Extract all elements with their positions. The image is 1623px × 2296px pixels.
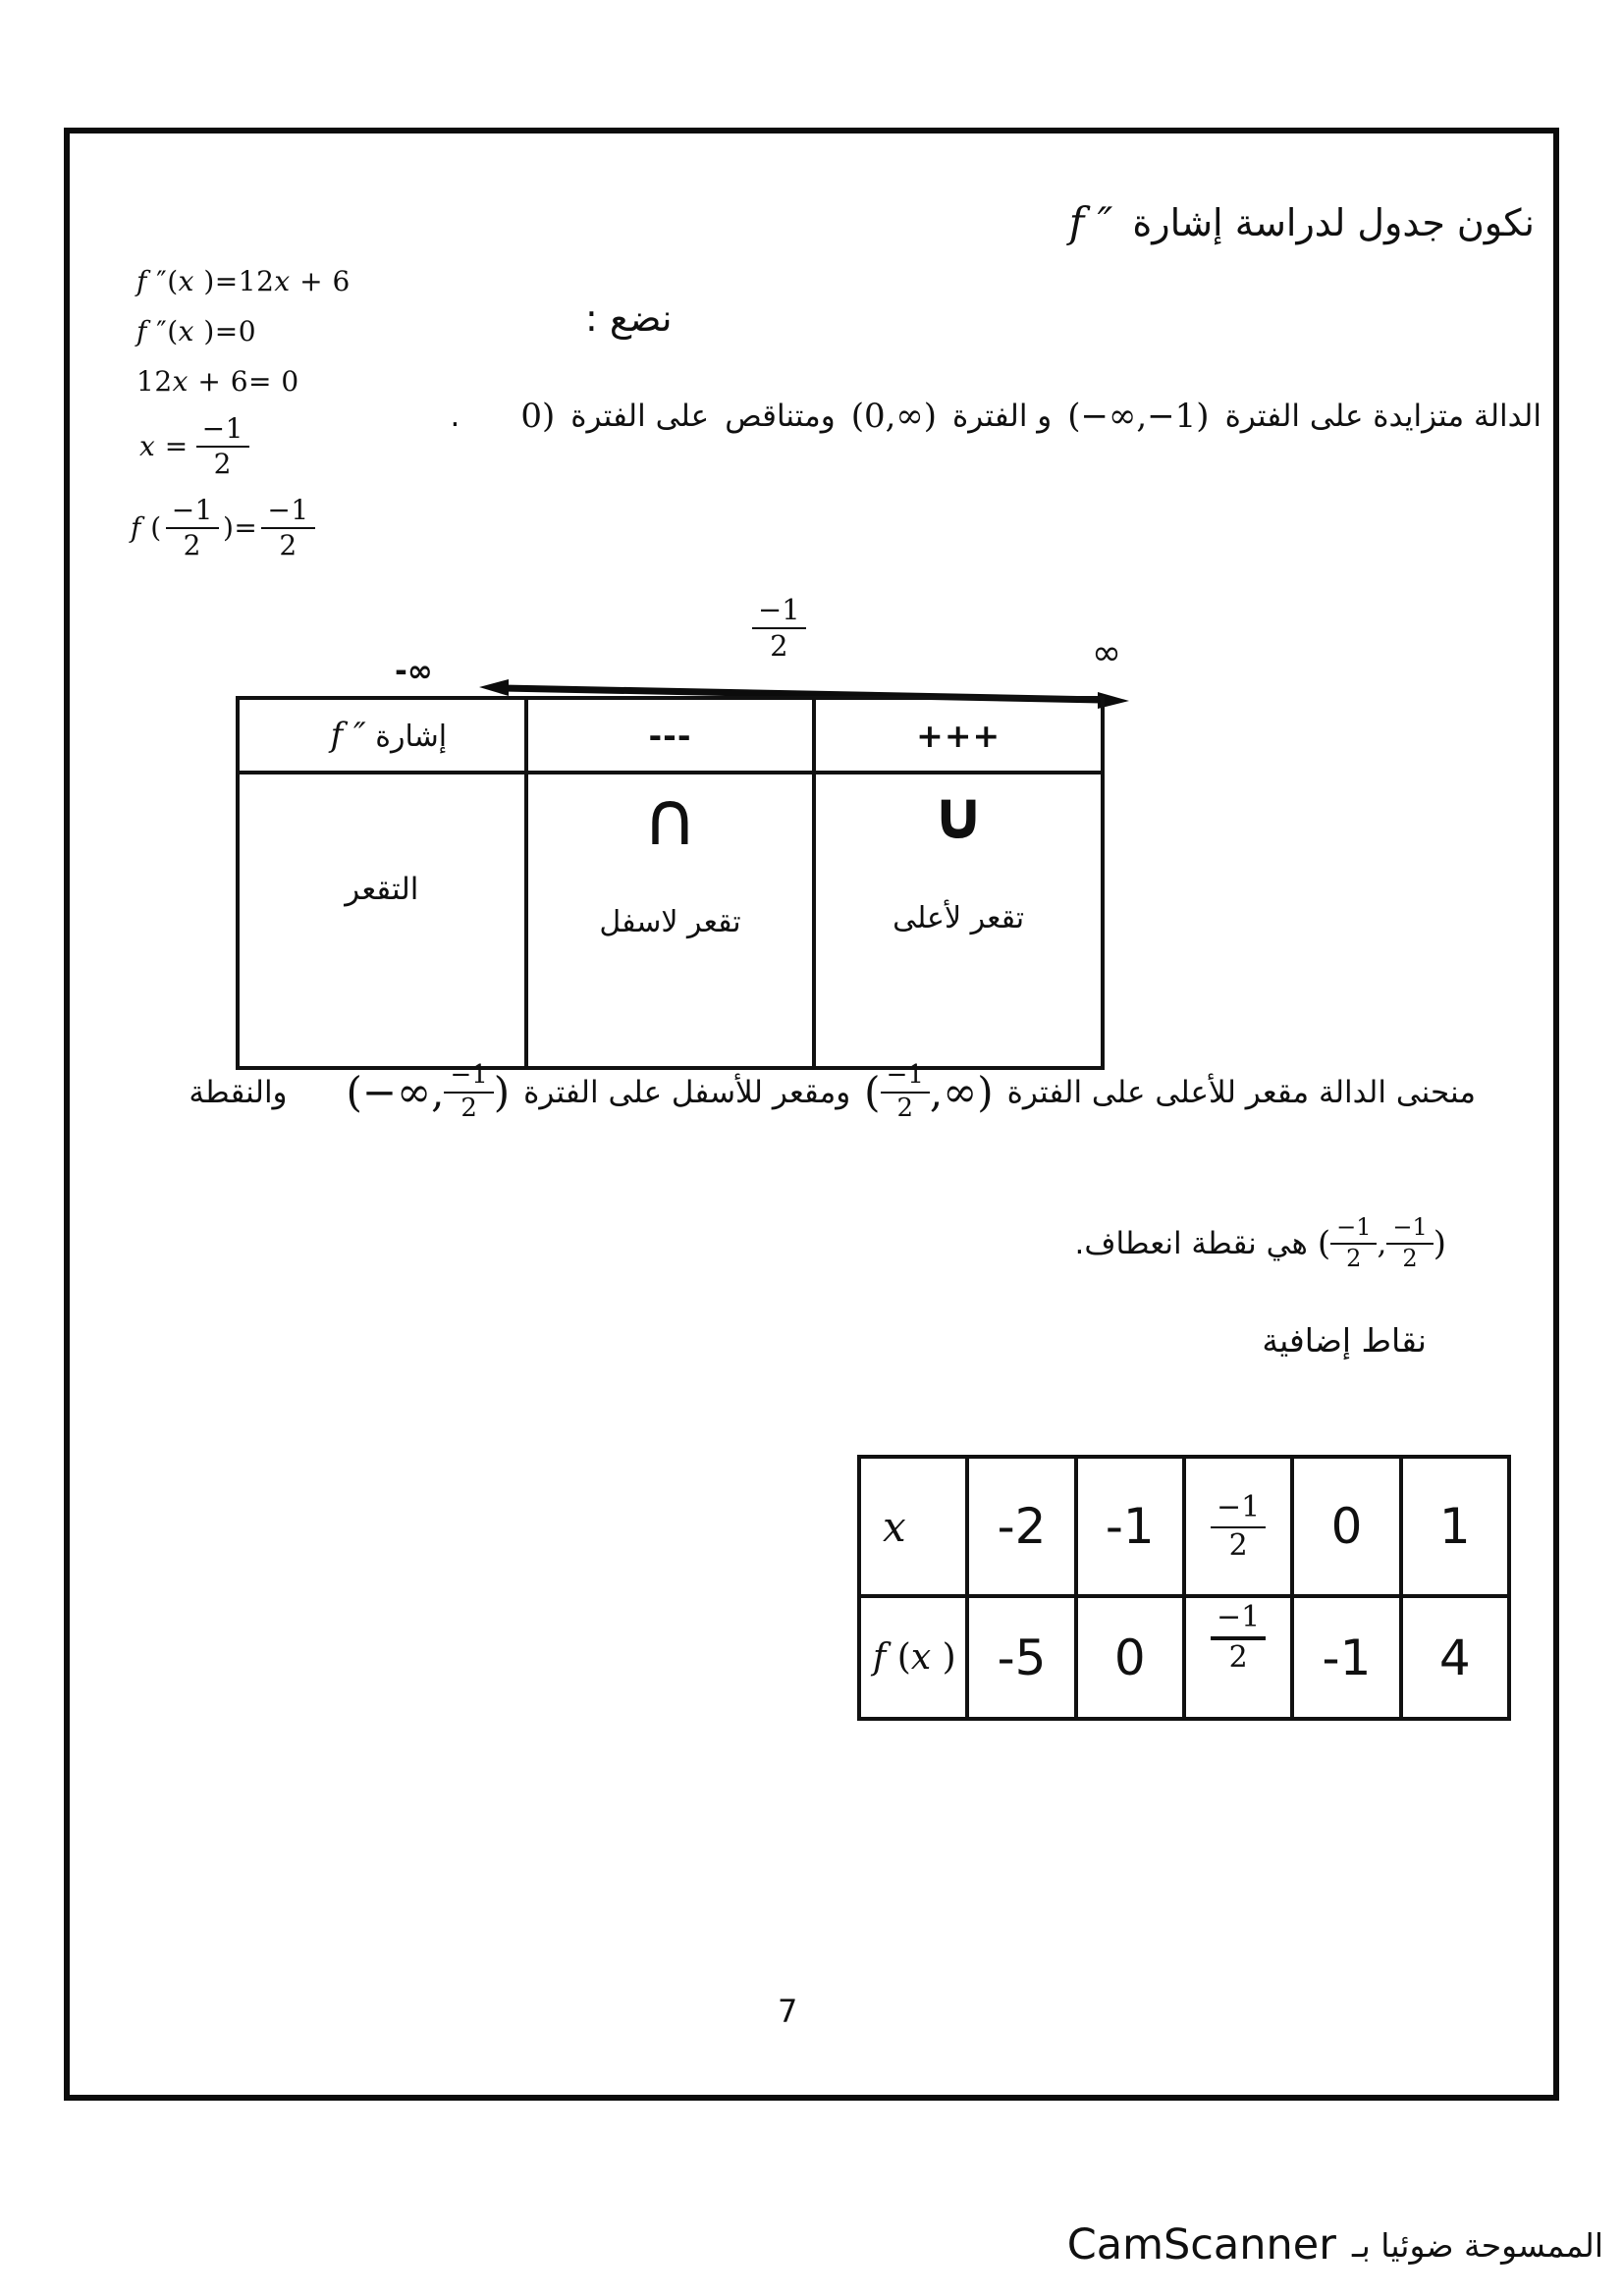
page-number: 7: [778, 1993, 798, 2030]
sign-negative-cell: ---: [526, 698, 815, 773]
equation-second-derivative: f ″(x )=12x + 6: [136, 265, 351, 297]
monotonicity-text-2: و الفترة: [952, 399, 1053, 434]
equation-linear: 12x + 6= 0: [136, 365, 299, 398]
concavity-text-2: ومقعر للأسفل على الفترة: [523, 1074, 851, 1110]
sign-label-arabic: إشارة: [375, 720, 448, 754]
fx-row-label: f (x ): [859, 1596, 967, 1719]
camscanner-brand: CamScanner: [1066, 2220, 1336, 2269]
fx-value-1: -5: [967, 1596, 1075, 1719]
concave-down-icon: ∩: [642, 774, 698, 862]
concave-up-content: [817, 775, 1100, 1065]
concave-down-content: [529, 775, 812, 1065]
interval-minus-half-inf: ( $\frac{-1}{2}$ ,∞): [864, 1060, 994, 1124]
x-solution-lhs: x =: [139, 430, 189, 463]
camscanner-footer: [1067, 2220, 1603, 2269]
concavity-text-3: والنقطة: [189, 1074, 288, 1110]
fx-value-5: 4: [1401, 1596, 1509, 1719]
monotonicity-text-1: الدالة متزايدة على الفترة: [1224, 399, 1542, 434]
concave-up-cell: [814, 773, 1103, 1068]
f-value-lhs: f (: [131, 511, 162, 545]
x-values-row: [859, 1457, 1509, 1596]
f-value-arg-fraction: $\frac{-1}{2}$: [166, 496, 219, 561]
fx-values-row: [859, 1596, 1509, 1719]
f-value-equals: )=: [222, 511, 258, 545]
sign-table-header-label: [238, 698, 526, 773]
x-value-3: $\frac{-1}{2}$: [1184, 1457, 1292, 1596]
concavity-paragraph: [189, 1062, 1476, 1123]
title-text: نكون جدول لدراسة إشارة: [1132, 200, 1535, 244]
interval-fragment: 0): [520, 397, 556, 436]
monotonicity-paragraph: [451, 397, 1542, 436]
concave-up-text: تقعر لأعلى: [893, 901, 1025, 935]
x-value-1: -2: [967, 1457, 1075, 1596]
concave-down-text: تقعر لاسفل: [599, 905, 741, 940]
sign-label-math: f ″: [330, 716, 366, 755]
values-table: [857, 1455, 1511, 1721]
interval-zero-inf: (0,∞): [850, 397, 938, 436]
x-value-4: 0: [1292, 1457, 1400, 1596]
equation-set-zero: f ″(x )=0: [136, 315, 257, 347]
sign-table: [236, 696, 1105, 1070]
inflection-value-equation: [131, 496, 315, 561]
fx-value-2: 0: [1076, 1596, 1184, 1719]
set-label: نضع :: [585, 296, 673, 340]
inflection-point-text: هي نقطة انعطاف.: [1074, 1225, 1308, 1261]
concavity-row: [238, 773, 1103, 1068]
x-value-2: -1: [1076, 1457, 1184, 1596]
monotonicity-text-4: على الفترة: [570, 399, 710, 434]
interval-neg-inf-minus1: (−∞,−1): [1067, 397, 1210, 436]
footer-arabic-text: الممسوحة ضوئيا بـ: [1351, 2225, 1603, 2265]
critical-value-fraction: $\frac{-1}{2}$: [752, 595, 806, 662]
x-row-label: x: [859, 1457, 967, 1596]
sentence-period: .: [450, 399, 460, 434]
x-solution-equation: [139, 414, 249, 479]
concavity-text-1: منحنى الدالة مقعر للأعلى على الفترة: [1006, 1074, 1476, 1110]
concavity-row-label: التقعر: [238, 773, 526, 1068]
inflection-point-coordinates: ( $\frac{-1}{2}$ , $\frac{-1}{2}$ ): [1317, 1213, 1446, 1273]
concave-down-cell: [526, 773, 815, 1068]
x-value-5: 1: [1401, 1457, 1509, 1596]
fx-value-3: $\frac{-1}{2}$: [1184, 1596, 1292, 1719]
sign-table-header-row: [238, 698, 1103, 773]
x-solution-fraction: $\frac{-1}{2}$: [196, 414, 249, 479]
sign-positive-cell: +++: [814, 698, 1103, 773]
extra-points-label: نقاط إضافية: [1262, 1321, 1427, 1360]
fx-value-4: -1: [1292, 1596, 1400, 1719]
f-value-result-fraction: $\frac{-1}{2}$: [261, 496, 314, 561]
positive-infinity-label: ∞: [1092, 633, 1121, 673]
f-double-prime-symbol: f ″: [1068, 198, 1113, 246]
page-title: [1069, 198, 1535, 246]
concave-up-icon: ∪: [931, 777, 986, 855]
inflection-point-line: [1075, 1215, 1447, 1271]
interval-neg-inf-minus-half: (−∞, $\frac{-1}{2}$ ): [346, 1060, 511, 1124]
monotonicity-text-3: ومتناقص: [725, 399, 836, 434]
negative-infinity-label: -∞: [395, 654, 433, 689]
